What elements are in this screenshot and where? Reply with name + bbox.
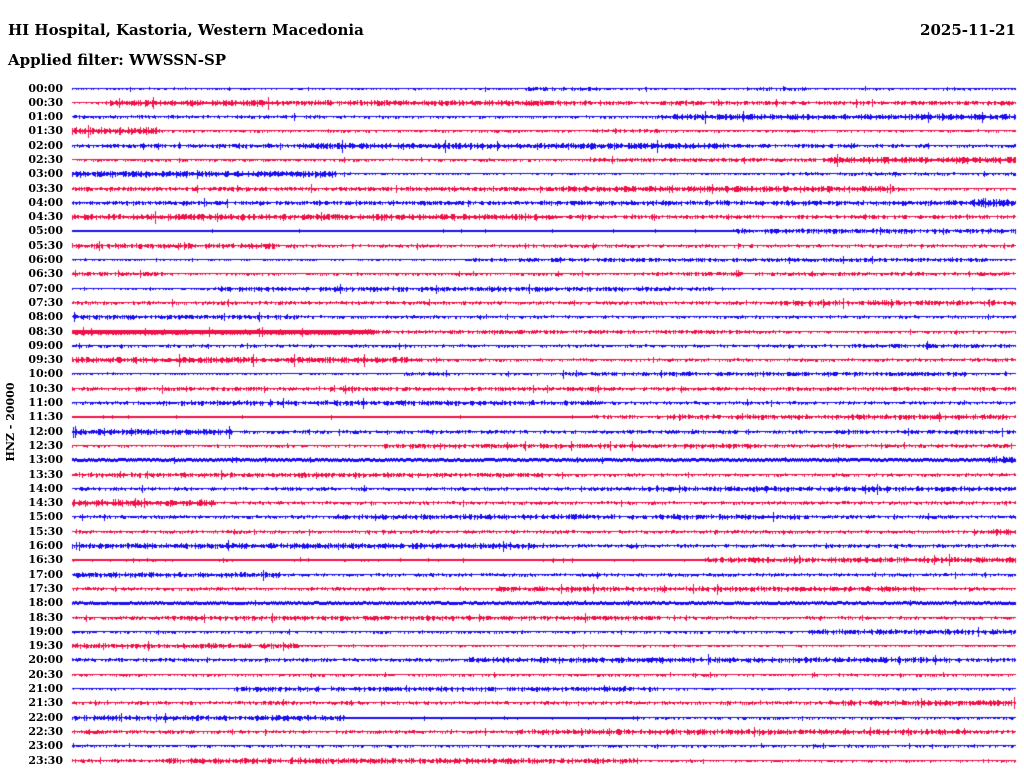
time-label: 06:30 <box>28 267 63 280</box>
time-label: 13:30 <box>28 468 63 481</box>
time-label: 08:30 <box>28 325 63 338</box>
time-label: 06:00 <box>28 253 63 266</box>
time-label: 04:00 <box>28 196 63 209</box>
time-label: 12:30 <box>28 439 63 452</box>
time-label: 23:00 <box>28 739 63 752</box>
time-label: 13:00 <box>28 453 63 466</box>
time-label: 02:00 <box>28 139 63 152</box>
time-label: 14:00 <box>28 482 63 495</box>
time-label: 11:00 <box>28 396 63 409</box>
time-label: 22:00 <box>28 711 63 724</box>
time-label: 19:30 <box>28 639 63 652</box>
time-label: 16:00 <box>28 539 63 552</box>
time-label: 20:30 <box>28 668 63 681</box>
time-label: 10:30 <box>28 382 63 395</box>
time-label: 12:00 <box>28 425 63 438</box>
time-label: 11:30 <box>28 410 63 423</box>
time-label: 17:00 <box>28 568 63 581</box>
time-label: 07:30 <box>28 296 63 309</box>
time-label: 03:00 <box>28 167 63 180</box>
time-label: 02:30 <box>28 153 63 166</box>
time-label: 15:30 <box>28 525 63 538</box>
time-label: 05:30 <box>28 239 63 252</box>
time-label: 16:30 <box>28 553 63 566</box>
time-label: 05:00 <box>28 224 63 237</box>
time-label: 09:00 <box>28 339 63 352</box>
time-label: 14:30 <box>28 496 63 509</box>
time-label: 15:00 <box>28 510 63 523</box>
time-label: 22:30 <box>28 725 63 738</box>
time-label: 00:00 <box>28 82 63 95</box>
time-label: 00:30 <box>28 96 63 109</box>
time-label: 01:30 <box>28 124 63 137</box>
time-label: 07:00 <box>28 282 63 295</box>
time-label: 21:30 <box>28 696 63 709</box>
time-label: 04:30 <box>28 210 63 223</box>
time-label: 23:30 <box>28 754 63 767</box>
time-label: 18:00 <box>28 596 63 609</box>
time-label: 18:30 <box>28 611 63 624</box>
time-label: 09:30 <box>28 353 63 366</box>
time-label: 21:00 <box>28 682 63 695</box>
time-label: 01:00 <box>28 110 63 123</box>
time-label: 10:00 <box>28 367 63 380</box>
time-label: 20:00 <box>28 653 63 666</box>
time-label: 19:00 <box>28 625 63 638</box>
time-label: 08:00 <box>28 310 63 323</box>
time-label: 03:30 <box>28 182 63 195</box>
time-label: 17:30 <box>28 582 63 595</box>
